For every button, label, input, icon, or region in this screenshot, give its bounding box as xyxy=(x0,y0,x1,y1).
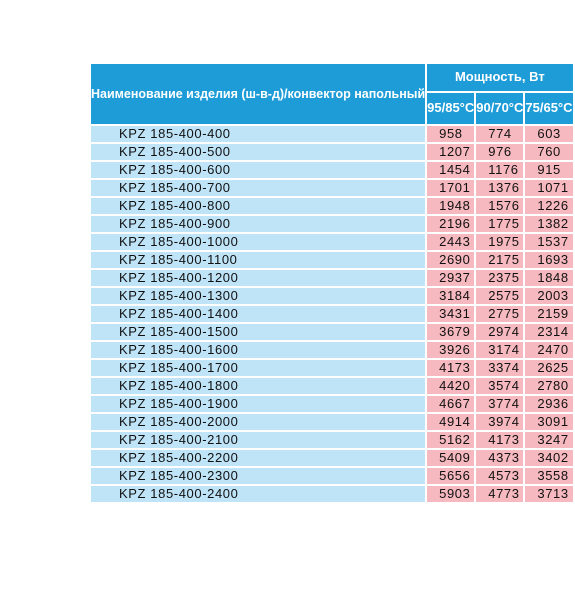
power-value-cell: 958 xyxy=(426,125,475,143)
table-row xyxy=(90,323,574,341)
product-name-cell: KPZ 185-400-1100 xyxy=(90,251,426,269)
power-value-cell: 774 xyxy=(475,125,524,143)
power-value-cell: 3402 xyxy=(524,449,573,467)
product-name-cell: KPZ 185-400-2000 xyxy=(90,413,426,431)
power-value-cell: 4667 xyxy=(426,395,475,413)
table-row xyxy=(90,359,574,377)
table-row xyxy=(90,251,574,269)
product-name-cell: KPZ 185-400-800 xyxy=(90,197,426,215)
power-value-cell: 5409 xyxy=(426,449,475,467)
header-row-top xyxy=(90,63,574,92)
product-name-cell: KPZ 185-400-1500 xyxy=(90,323,426,341)
table-row xyxy=(90,377,574,395)
product-name-cell: KPZ 185-400-1200 xyxy=(90,269,426,287)
table-row xyxy=(90,233,574,251)
product-name-cell: KPZ 185-400-1800 xyxy=(90,377,426,395)
power-value-cell: 2936 xyxy=(524,395,573,413)
power-value-cell: 1376 xyxy=(475,179,524,197)
power-value-cell: 2175 xyxy=(475,251,524,269)
power-value-cell: 3926 xyxy=(426,341,475,359)
product-name-cell: KPZ 185-400-400 xyxy=(90,125,426,143)
product-name-cell: KPZ 185-400-1000 xyxy=(90,233,426,251)
table-row xyxy=(90,395,574,413)
power-value-cell: 760 xyxy=(524,143,573,161)
power-value-cell: 4773 xyxy=(475,485,524,503)
power-value-cell: 4420 xyxy=(426,377,475,395)
power-value-cell: 2375 xyxy=(475,269,524,287)
product-name-cell: KPZ 185-400-2100 xyxy=(90,431,426,449)
product-name-cell: KPZ 185-400-500 xyxy=(90,143,426,161)
power-value-cell: 2003 xyxy=(524,287,573,305)
power-value-cell: 2937 xyxy=(426,269,475,287)
power-value-cell: 915 xyxy=(524,161,573,179)
power-value-cell: 2159 xyxy=(524,305,573,323)
power-value-cell: 1948 xyxy=(426,197,475,215)
table-row xyxy=(90,215,574,233)
power-value-cell: 603 xyxy=(524,125,573,143)
power-value-cell: 4173 xyxy=(426,359,475,377)
product-name-cell: KPZ 185-400-900 xyxy=(90,215,426,233)
power-value-cell: 1071 xyxy=(524,179,573,197)
table-row xyxy=(90,179,574,197)
product-name-cell: KPZ 185-400-2300 xyxy=(90,467,426,485)
header-temp-90-70: 90/70°С xyxy=(475,92,524,125)
power-value-cell: 2314 xyxy=(524,323,573,341)
power-value-cell: 2625 xyxy=(524,359,573,377)
power-value-cell: 3679 xyxy=(426,323,475,341)
power-value-cell: 3574 xyxy=(475,377,524,395)
power-value-cell: 1848 xyxy=(524,269,573,287)
power-value-cell: 3974 xyxy=(475,413,524,431)
power-value-cell: 3558 xyxy=(524,467,573,485)
power-value-cell: 976 xyxy=(475,143,524,161)
table-row xyxy=(90,125,574,143)
table-row xyxy=(90,341,574,359)
table-row xyxy=(90,197,574,215)
product-name-cell: KPZ 185-400-1900 xyxy=(90,395,426,413)
power-value-cell: 3774 xyxy=(475,395,524,413)
table-body xyxy=(90,125,574,503)
table-row xyxy=(90,305,574,323)
power-value-cell: 3091 xyxy=(524,413,573,431)
power-value-cell: 3374 xyxy=(475,359,524,377)
power-value-cell: 5656 xyxy=(426,467,475,485)
table-row xyxy=(90,269,574,287)
table-row xyxy=(90,449,574,467)
product-name-cell: KPZ 185-400-1400 xyxy=(90,305,426,323)
table-row xyxy=(90,143,574,161)
product-name-cell: KPZ 185-400-700 xyxy=(90,179,426,197)
header-name-column: Наименование изделия (ш-в-д)/конвектор напольный xyxy=(90,63,426,125)
power-value-cell: 2470 xyxy=(524,341,573,359)
power-table xyxy=(89,62,575,504)
power-value-cell: 5903 xyxy=(426,485,475,503)
power-value-cell: 2443 xyxy=(426,233,475,251)
power-value-cell: 3184 xyxy=(426,287,475,305)
power-value-cell: 2775 xyxy=(475,305,524,323)
power-value-cell: 1693 xyxy=(524,251,573,269)
table-row xyxy=(90,485,574,503)
product-name-cell: KPZ 185-400-2400 xyxy=(90,485,426,503)
power-value-cell: 4373 xyxy=(475,449,524,467)
power-value-cell: 1207 xyxy=(426,143,475,161)
power-value-cell: 3174 xyxy=(475,341,524,359)
header-temp-75-65: 75/65°С xyxy=(524,92,573,125)
power-value-cell: 2974 xyxy=(475,323,524,341)
table-row xyxy=(90,413,574,431)
power-value-cell: 4914 xyxy=(426,413,475,431)
power-value-cell: 4573 xyxy=(475,467,524,485)
table-row xyxy=(90,287,574,305)
power-value-cell: 1775 xyxy=(475,215,524,233)
product-name-cell: KPZ 185-400-1600 xyxy=(90,341,426,359)
table-row xyxy=(90,161,574,179)
product-name-cell: KPZ 185-400-600 xyxy=(90,161,426,179)
power-value-cell: 1576 xyxy=(475,197,524,215)
power-value-cell: 1454 xyxy=(426,161,475,179)
power-value-cell: 1226 xyxy=(524,197,573,215)
header-power-column: Мощность, Вт xyxy=(426,63,573,92)
power-value-cell: 1701 xyxy=(426,179,475,197)
table-row xyxy=(90,467,574,485)
product-name-cell: KPZ 185-400-1700 xyxy=(90,359,426,377)
power-value-cell: 2690 xyxy=(426,251,475,269)
product-name-cell: KPZ 185-400-2200 xyxy=(90,449,426,467)
header-temp-95-85: 95/85°С xyxy=(426,92,475,125)
power-value-cell: 3431 xyxy=(426,305,475,323)
power-value-cell: 3713 xyxy=(524,485,573,503)
power-value-cell: 2575 xyxy=(475,287,524,305)
power-value-cell: 1975 xyxy=(475,233,524,251)
power-value-cell: 4173 xyxy=(475,431,524,449)
table-row xyxy=(90,431,574,449)
power-value-cell: 2780 xyxy=(524,377,573,395)
power-value-cell: 3247 xyxy=(524,431,573,449)
power-value-cell: 1537 xyxy=(524,233,573,251)
power-value-cell: 5162 xyxy=(426,431,475,449)
power-value-cell: 1382 xyxy=(524,215,573,233)
product-name-cell: KPZ 185-400-1300 xyxy=(90,287,426,305)
power-value-cell: 1176 xyxy=(475,161,524,179)
power-value-cell: 2196 xyxy=(426,215,475,233)
